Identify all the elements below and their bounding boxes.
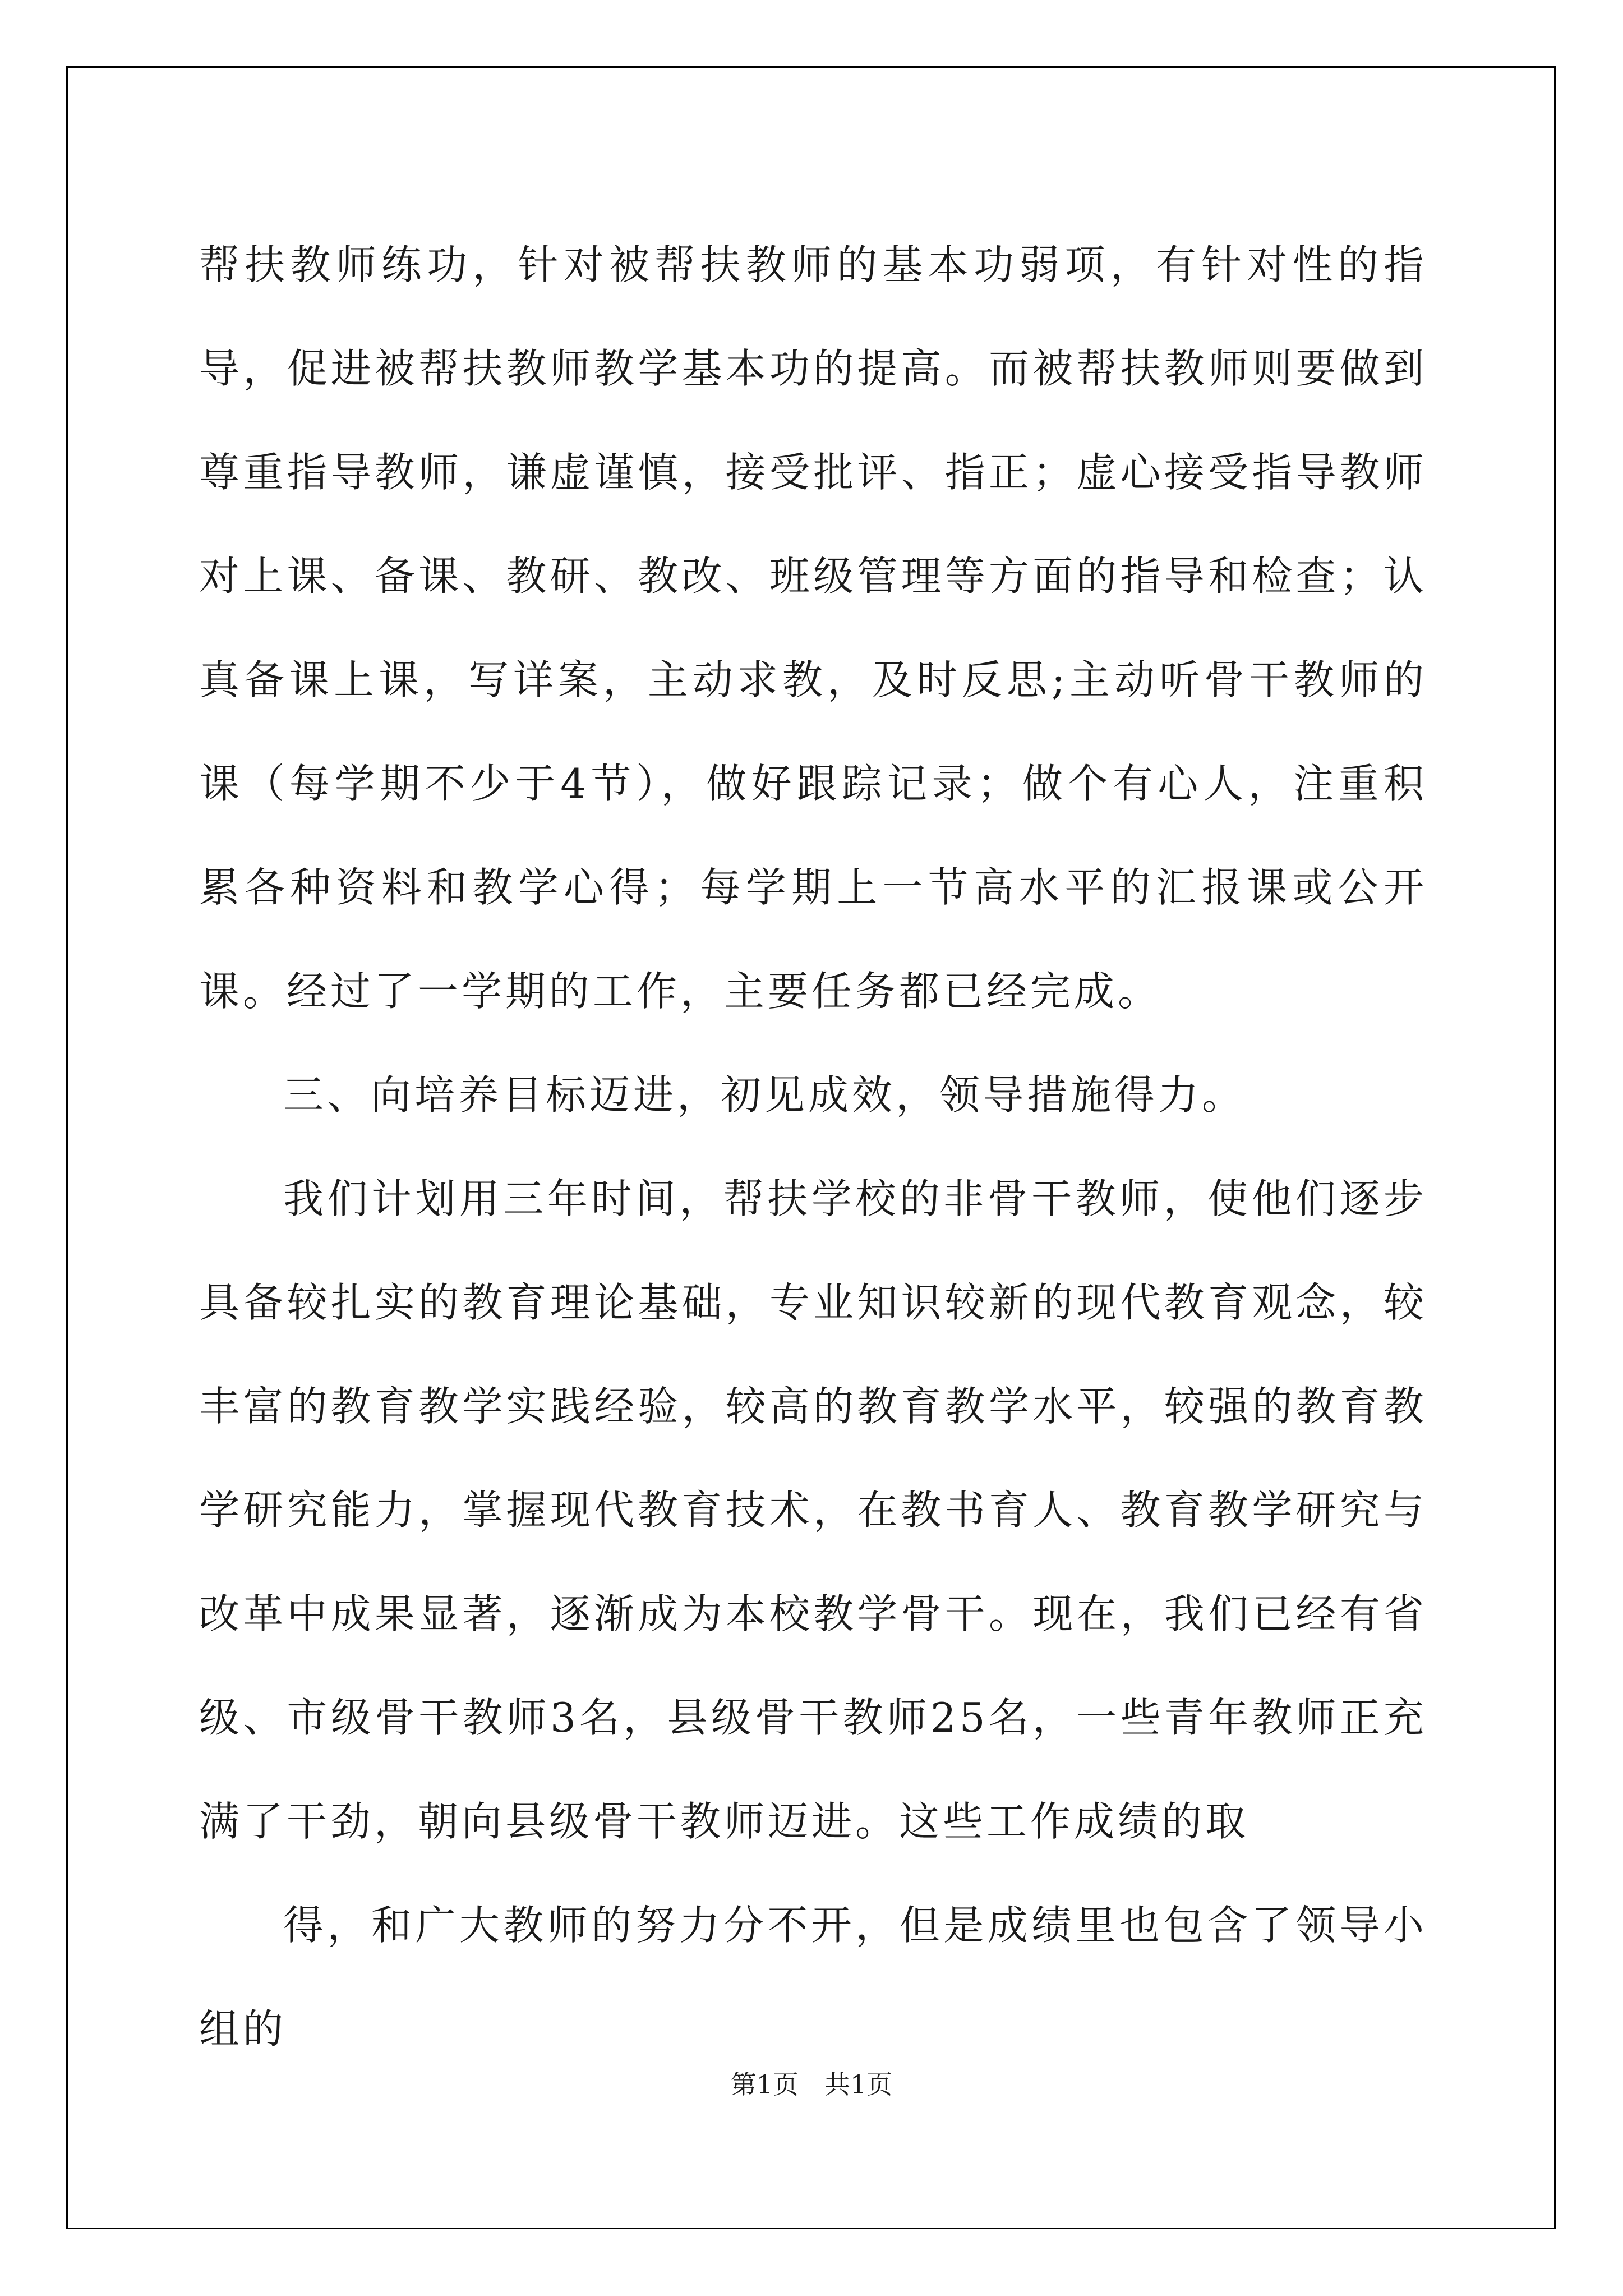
paragraph-1: 帮扶教师练功，针对被帮扶教师的基本功弱项，有针对性的指导，促进被帮扶教师教学基本功的提高。而被帮扶教师则要做到尊重指导教师，谦虚谨慎，接受批评、指正；虚心接受指导教师对上课、备课、教研、教改、班级管理等方面的指导和检查；认真备课上课，写详案，主动求教，及时反思;主动听骨干教师的课（每学期不少于4节），做好跟踪记录；做个有心人，注重积累各种资料和教学心得；每学期上一节高水平的汇报课或公开课。经过了一学期的工作，主要任务都已经完成。: [199, 241, 1427, 1015]
section-heading-3: 三、向培养目标迈进，初见成效，领导措施得力。: [283, 1071, 1246, 1119]
paragraph-3: 得，和广大教师的努力分不开，但是成绩里也包含了领导小组的: [199, 1902, 1427, 2053]
document-body: [199, 213, 1427, 2081]
page-footer: 第1页 共1页: [730, 2069, 893, 2100]
paragraph-2: 我们计划用三年时间，帮扶学校的非骨干教师，使他们逐步具备较扎实的教育理论基础，专业知识较新的现代教育观念，较丰富的教育教学实践经验，较高的教育教学水平，较强的教育教学研究能力，掌握现代教育技术，在教书育人、教育教学研究与改革中成果显著，逐渐成为本校教学骨干。现在，我们已经有省级、市级骨干教师3名，县级骨干教师25名，一些青年教师正充满了干劲，朝向县级骨干教师迈进。这些工作成绩的取: [199, 1175, 1427, 1845]
